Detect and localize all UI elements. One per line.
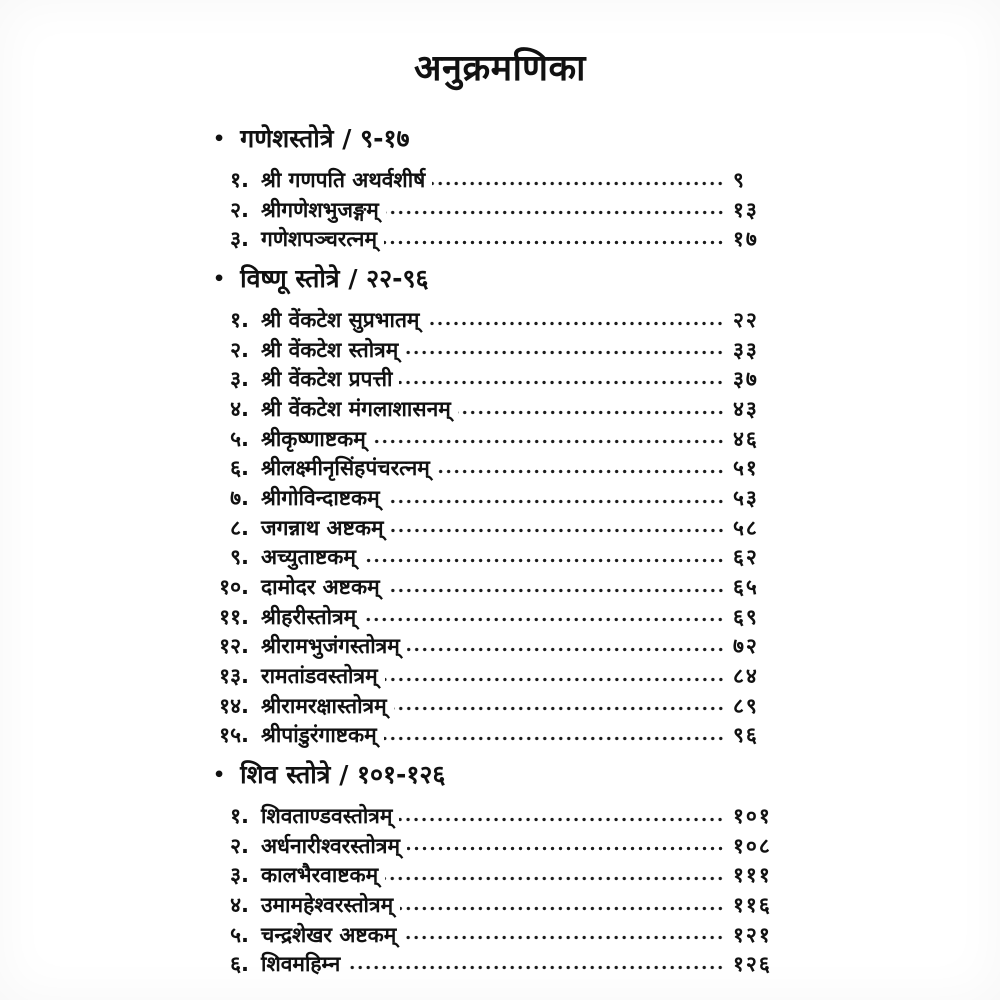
- entry-number: १४.: [219, 693, 249, 718]
- entry-page-number: ४६: [733, 426, 759, 451]
- entry-page-number: ९: [733, 168, 746, 192]
- entry-number: ११.: [219, 604, 249, 629]
- toc-entry: [213, 457, 785, 480]
- toc-section: [213, 121, 785, 251]
- entry-title: श्रीकृष्णाष्टकम्: [261, 426, 366, 451]
- dot-leader: [458, 410, 726, 415]
- dot-leader: [363, 558, 726, 563]
- entry-page-number: ३३: [733, 337, 759, 362]
- entry-number: ९.: [230, 545, 249, 570]
- entry-number: १०.: [219, 575, 249, 600]
- entry-page-number: १२६: [733, 952, 772, 977]
- toc-entry: [213, 546, 785, 569]
- dot-leader: [386, 210, 726, 215]
- section-title: विष्णू स्तोत्रे / २२-९६: [240, 264, 429, 294]
- entry-title: चन्द्रशेखर अष्टकम्: [261, 922, 397, 947]
- dot-leader: [405, 350, 726, 355]
- entry-page-number: १११: [733, 863, 772, 888]
- entry-title: श्रीलक्ष्मीनृसिंहपंचरत्नम्: [261, 456, 430, 481]
- toc: [213, 121, 785, 976]
- entry-page-number: ८४: [733, 664, 759, 689]
- entry-number: ७.: [230, 486, 249, 511]
- dot-leader: [363, 617, 726, 622]
- toc-entry: [213, 835, 785, 858]
- toc-entry: [213, 606, 785, 629]
- entry-title: रामतांडवस्तोत्रम्: [261, 664, 378, 689]
- entry-page-number: ५८: [733, 515, 759, 540]
- entry-title: श्री वेंकटेश सुप्रभातम्: [261, 308, 420, 333]
- dot-leader: [394, 706, 726, 711]
- bullet-icon: •: [213, 127, 226, 150]
- toc-entry: [213, 924, 785, 947]
- entry-number: ३.: [230, 367, 249, 392]
- entry-page-number: १३: [733, 197, 759, 222]
- toc-entry: [213, 339, 785, 362]
- entry-number: १.: [230, 168, 249, 192]
- bullet-icon: •: [213, 763, 226, 786]
- toc-entry: [213, 368, 785, 391]
- entry-number: १.: [230, 804, 249, 829]
- entry-number: ८.: [230, 515, 249, 540]
- entry-title: श्रीपांडुरंगाष्टकम्: [261, 723, 377, 748]
- dot-leader: [385, 876, 726, 881]
- section-heading: [213, 261, 785, 295]
- dot-leader: [347, 965, 726, 970]
- dot-leader: [384, 736, 726, 741]
- toc-entry: [213, 665, 785, 688]
- entry-number: ३.: [230, 863, 249, 888]
- toc-entry: [213, 635, 785, 658]
- bullet-icon: •: [213, 267, 226, 290]
- toc-entry: [213, 398, 785, 421]
- toc-section: [213, 261, 785, 747]
- dot-leader: [426, 321, 726, 326]
- entry-page-number: ५१: [733, 456, 759, 481]
- dot-leader: [385, 677, 726, 682]
- entry-number: १२.: [219, 634, 249, 659]
- entry-number: ३.: [230, 227, 249, 252]
- toc-entry: [213, 953, 785, 976]
- entry-title: श्रीरामभुजंगस्तोत्रम्: [261, 634, 400, 659]
- entry-page-number: ३७: [733, 367, 759, 392]
- dot-leader: [391, 528, 726, 533]
- toc-section: [213, 757, 785, 976]
- entry-page-number: ६२: [733, 545, 759, 570]
- dot-leader: [432, 181, 726, 186]
- entry-title: जगन्नाथ अष्टकम्: [261, 515, 384, 540]
- toc-entry: [213, 228, 785, 251]
- dot-leader: [373, 439, 726, 444]
- entry-page-number: १२१: [733, 922, 772, 947]
- entry-page-number: ४३: [733, 397, 759, 422]
- entry-page-number: ८९: [733, 693, 759, 718]
- section-heading: [213, 757, 785, 791]
- section-heading: [213, 121, 785, 155]
- entry-title: गणेशपञ्चरत्नम्: [261, 227, 378, 252]
- entry-number: ६.: [230, 456, 249, 481]
- entry-title: दामोदर अष्टकम्: [261, 575, 380, 600]
- entry-title: कालभैरवाष्टकम्: [261, 863, 379, 888]
- entry-number: ५.: [230, 922, 249, 947]
- entry-title: शिवताण्डवस्तोत्रम्: [261, 804, 393, 829]
- toc-entry: [213, 864, 785, 887]
- entry-title: श्रीहरीस्तोत्रम्: [261, 604, 357, 629]
- toc-entry: [213, 428, 785, 451]
- entry-number: २.: [230, 197, 249, 222]
- section-title: गणेशस्तोत्रे / ९-१७: [240, 124, 410, 153]
- entry-title: शिवमहिम्न: [261, 952, 341, 977]
- entry-page-number: २२: [733, 308, 759, 333]
- toc-entry: [213, 487, 785, 510]
- entry-title: उमामहेश्वरस्तोत्रम्: [261, 893, 394, 918]
- dot-leader: [437, 469, 726, 474]
- entry-title: श्री वेंकटेश स्तोत्रम्: [261, 337, 399, 362]
- entry-page-number: ६५: [733, 575, 759, 600]
- entry-page-number: १७: [733, 227, 759, 252]
- dot-leader: [387, 499, 726, 504]
- entry-title: श्रीरामरक्षास्तोत्रम्: [261, 693, 387, 718]
- dot-leader: [399, 817, 726, 822]
- entry-number: ४.: [230, 893, 249, 918]
- dot-leader: [400, 906, 726, 911]
- toc-entry: [213, 309, 785, 332]
- entry-number: १५.: [219, 723, 249, 748]
- dot-leader: [399, 380, 726, 385]
- dot-leader: [407, 647, 726, 652]
- toc-entry: [213, 199, 785, 222]
- page-title: अनुक्रमणिका: [414, 48, 586, 89]
- entry-page-number: १०१: [733, 804, 772, 829]
- entry-page-number: ७२: [733, 634, 759, 659]
- entry-page-number: ६९: [733, 604, 759, 629]
- entry-title: श्रीगोविन्दाष्टकम्: [261, 486, 380, 511]
- dot-leader: [387, 588, 726, 593]
- entry-title: श्री वेंकटेश प्रपत्ती: [261, 367, 393, 392]
- entry-number: २.: [230, 337, 249, 362]
- entry-page-number: ११६: [733, 893, 772, 918]
- entry-title: अच्युताष्टकम्: [261, 545, 356, 570]
- toc-entry: [213, 695, 785, 718]
- entry-number: ५.: [230, 426, 249, 451]
- entry-page-number: १०८: [733, 833, 772, 858]
- toc-entry: [213, 894, 785, 917]
- entry-page-number: ५३: [733, 486, 759, 511]
- entry-title: श्रीगणेशभुजङ्गम्: [261, 197, 379, 222]
- toc-entry: [213, 724, 785, 747]
- entry-page-number: ९६: [733, 723, 759, 748]
- entry-number: १३.: [219, 664, 249, 689]
- toc-entry: [213, 517, 785, 540]
- entry-number: १.: [230, 308, 249, 333]
- entry-title: श्री गणपति अथर्वशीर्ष: [261, 168, 426, 192]
- dot-leader: [403, 935, 726, 940]
- entry-number: ४.: [230, 397, 249, 422]
- dot-leader: [407, 846, 726, 851]
- toc-entry: [213, 169, 785, 192]
- entry-title: अर्धनारीश्वरस्तोत्रम्: [261, 833, 400, 858]
- entry-title: श्री वेंकटेश मंगलाशासनम्: [261, 397, 451, 422]
- entry-number: ६.: [230, 952, 249, 977]
- toc-entry: [213, 805, 785, 828]
- dot-leader: [384, 240, 726, 245]
- toc-entry: [213, 576, 785, 599]
- section-title: शिव स्तोत्रे / १०१-१२६: [240, 760, 446, 790]
- entry-number: २.: [230, 833, 249, 858]
